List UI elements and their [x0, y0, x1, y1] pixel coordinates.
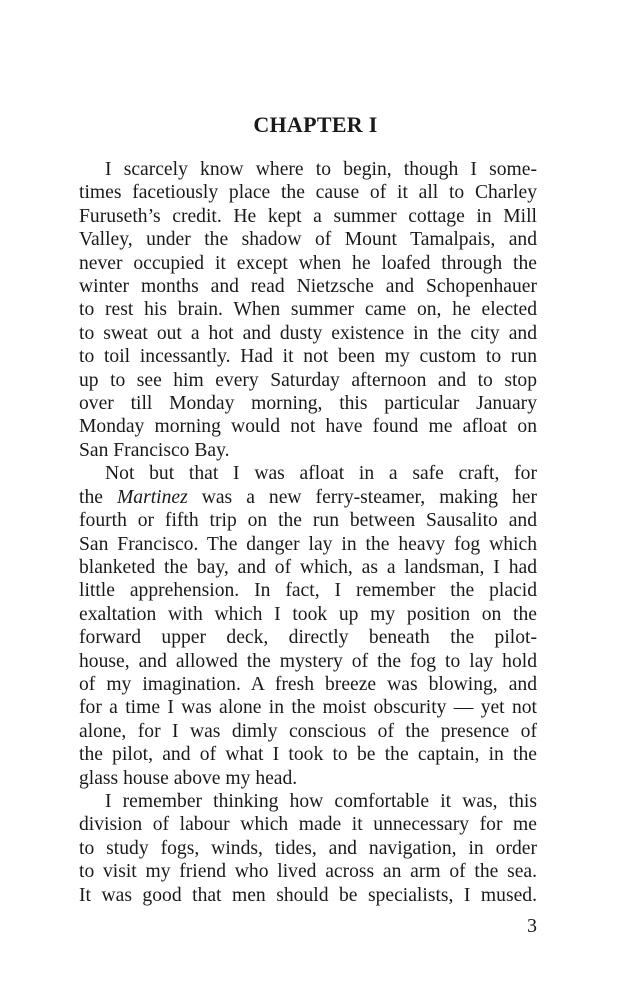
paragraph-2: [79, 462, 537, 790]
text-line: little apprehension. In fact, I remember the placid: [79, 580, 537, 602]
text-line: to rest his brain. When summer came on, he elected: [79, 299, 537, 321]
text-line: to toil incessantly. Had it not been my custom to run: [79, 346, 537, 368]
paragraph-3: [79, 790, 537, 907]
text-fragment: the: [79, 486, 117, 508]
text-line: It was good that men should be specialists, I mused.: [79, 884, 537, 906]
text-line: winter months and read Nietzsche and Schopenhauer: [79, 276, 537, 298]
text-line: over till Monday morning, this particular January: [79, 393, 537, 415]
text-line: to sweat out a hot and dusty existence in the city and: [79, 322, 537, 344]
text-line: of my imagination. A fresh breeze was blowing, and: [79, 673, 537, 695]
text-line-with-ship-name: [79, 486, 537, 509]
text-line: San Francisco Bay.: [79, 439, 230, 461]
text-fragment: was a new ferry-steamer, making her: [187, 486, 537, 508]
page-number: 3: [527, 915, 537, 937]
text-line: never occupied it except when he loafed through the: [79, 252, 537, 274]
ship-name: Martinez: [116, 486, 188, 508]
text-line: to visit my friend who lived across an arm of the sea.: [79, 861, 537, 883]
text-line: house, and allowed the mystery of the fog to lay hold: [79, 650, 537, 672]
text-line: up to see him every Saturday afternoon and to stop: [79, 369, 537, 391]
text-line: Furuseth’s credit. He kept a summer cottage in Mill: [79, 205, 537, 227]
text-line: fourth or fifth trip on the run between Sausalito and: [79, 510, 537, 532]
text-line: Monday morning would not have found me afloat on: [79, 416, 537, 438]
text-line: alone, for I was dimly conscious of the presence of: [79, 720, 537, 742]
text-line: San Francisco. The danger lay in the heavy fog which: [79, 533, 537, 555]
text-line: to study fogs, winds, tides, and navigation, in order: [79, 837, 537, 859]
text-line: glass house above my head.: [79, 767, 298, 789]
text-line: division of labour which made it unnecessary for me: [79, 814, 537, 836]
chapter-title: CHAPTER I: [253, 112, 378, 137]
text-line: I scarcely know where to begin, though I some-: [105, 159, 537, 180]
body-text: [79, 158, 537, 907]
text-line: Not but that I was afloat in a safe craft, for: [105, 463, 537, 485]
text-line: blanketed the bay, and of which, as a landsman, I had: [79, 556, 537, 578]
text-line: I remember thinking how comfortable it was, this: [105, 790, 537, 812]
text-line: forward upper deck, directly beneath the pilot-: [79, 627, 537, 649]
text-line: Valley, under the shadow of Mount Tamalpais, and: [79, 229, 537, 251]
text-line: for a time I was alone in the moist obscurity — yet not: [79, 697, 537, 719]
text-line: the pilot, and of what I took to be the captain, in the: [79, 744, 537, 766]
text-line: times facetiously place the cause of it all to Charley: [79, 182, 537, 204]
paragraph-1: [79, 158, 537, 462]
text-line: exaltation with which I took up my position on the: [79, 603, 537, 625]
